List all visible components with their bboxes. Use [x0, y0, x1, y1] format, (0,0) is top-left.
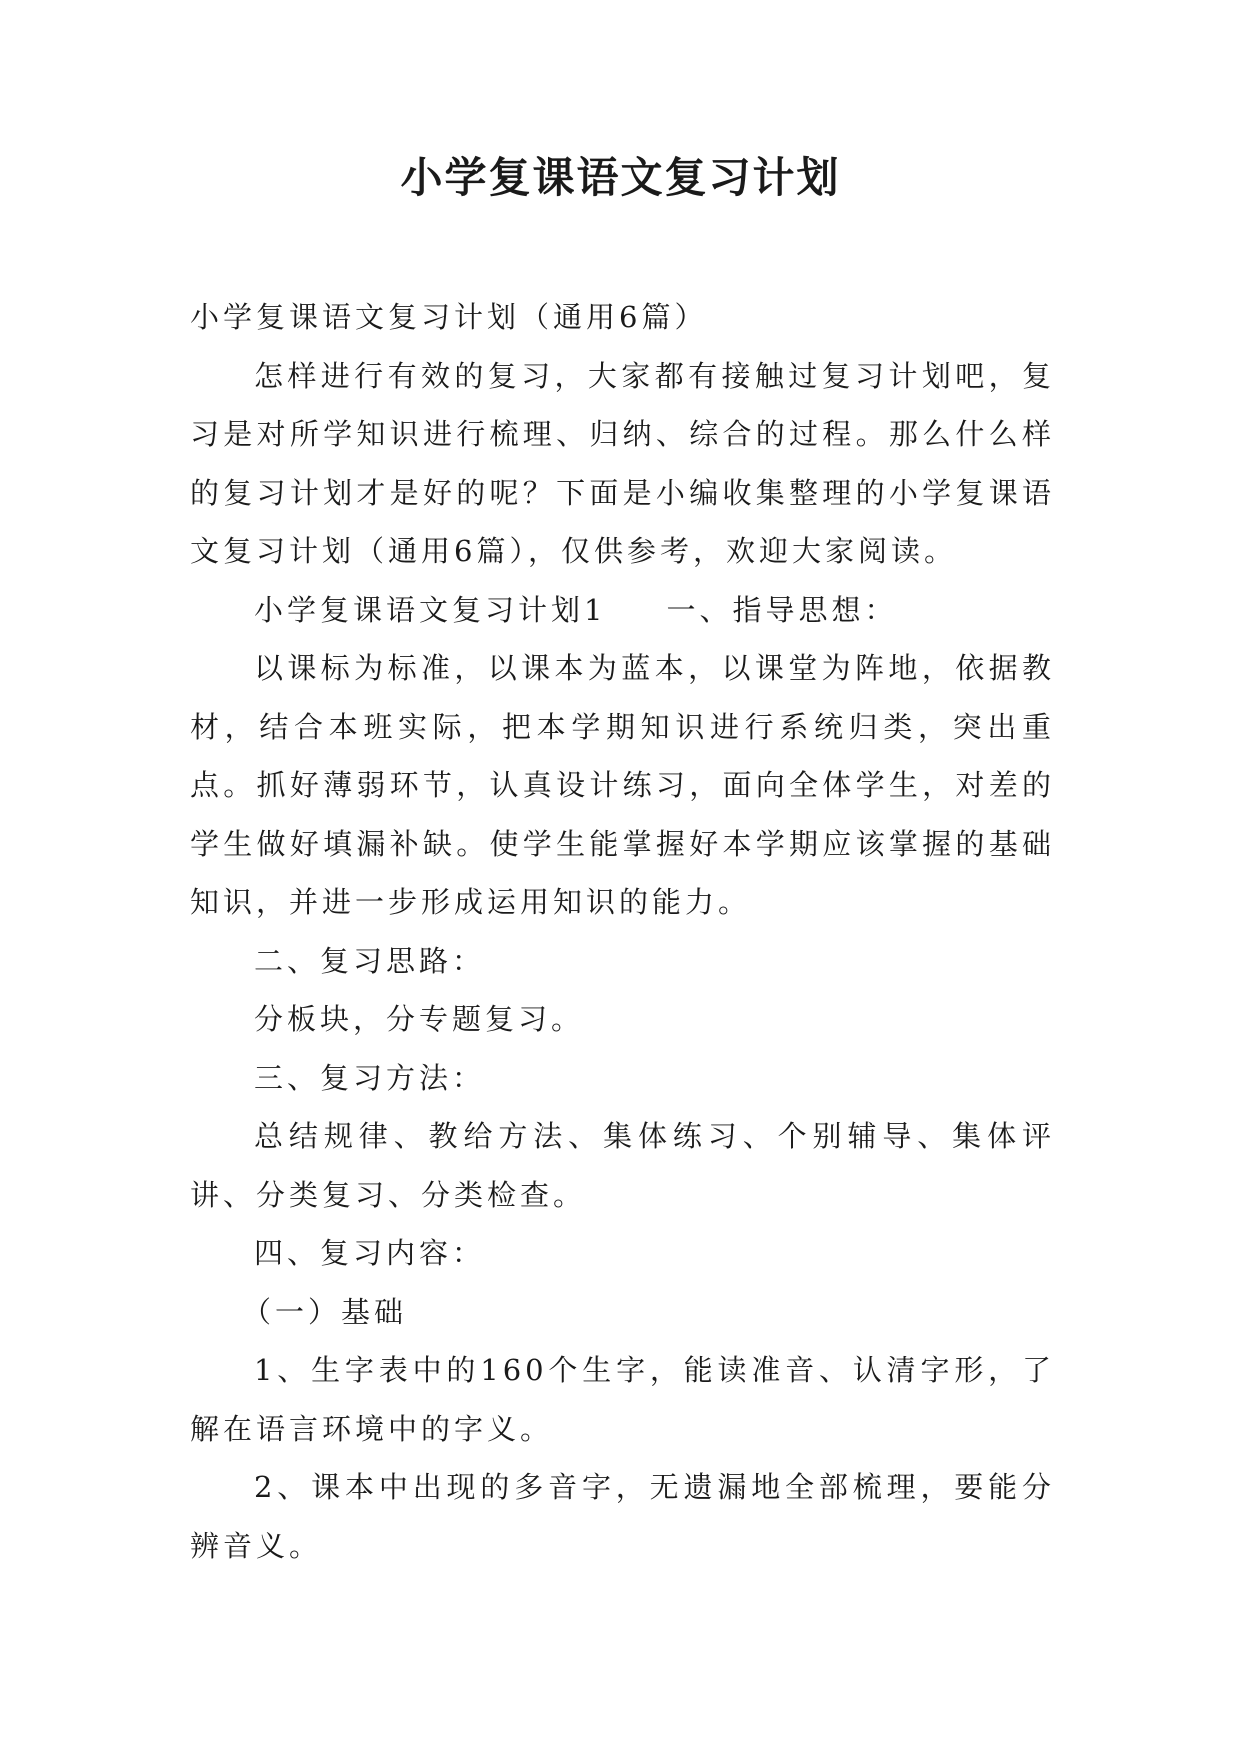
document-subtitle: 小学复课语文复习计划（通用6篇） [190, 300, 708, 334]
document-body [190, 288, 1055, 1575]
document-title: 小学复课语文复习计划 [400, 153, 841, 202]
basics-subheading: （一）基础 [242, 1294, 408, 1329]
review-approach-heading: 二、复习思路： [254, 943, 486, 978]
review-content-heading: 四、复习内容： [254, 1236, 486, 1270]
review-method-heading: 三、复习方法： [254, 1060, 486, 1095]
list-item-1: 1、生字表中的160个生字，能读准音、认清字形，了解在语言环境中的字义。 [190, 1353, 1055, 1446]
guiding-paragraph: 以课标为标准，以课本为蓝本，以课堂为阵地，依据教材，结合本班实际，把本学期知识进行系统归类，突出重点。抓好薄弱环节，认真设计练习，面向全体学生，对差的学生做好填漏补缺。使学生能掌握好本学期应该掌握的基础知识，并进一步形成运用知识的能力。 [190, 651, 1055, 919]
guiding-heading: 一、指导思想： [666, 592, 898, 627]
section-heading-line [190, 581, 1055, 640]
intro-paragraph: 怎样进行有效的复习，大家都有接触过复习计划吧，复习是对所学知识进行梳理、归纳、综合的过程。那么什么样的复习计划才是好的呢？下面是小编收集整理的小学复课语文复习计划（通用6篇），仅供参考，欢迎大家阅读。 [190, 358, 1055, 568]
review-method-text: 总结规律、教给方法、集体练习、个别辅导、集体评讲、分类复习、分类检查。 [190, 1119, 1055, 1212]
section1-heading: 小学复课语文复习计划1 [254, 592, 607, 627]
list-item-2: 2、课本中出现的多音字，无遗漏地全部梳理，要能分辨音义。 [190, 1470, 1055, 1563]
review-approach-text: 分板块，分专题复习。 [254, 1002, 585, 1036]
